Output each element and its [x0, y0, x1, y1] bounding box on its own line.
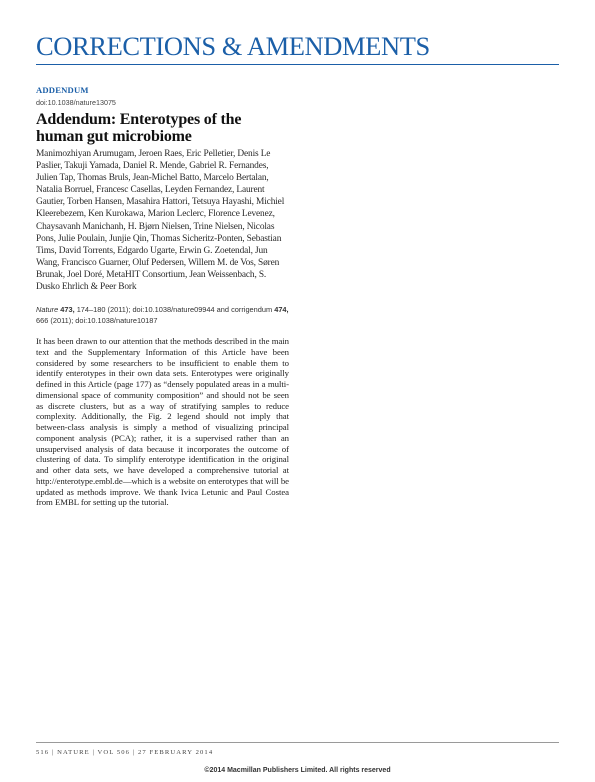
corrigendum-details: 666 (2011); doi:10.1038/nature10187 [36, 315, 158, 325]
header-rule [36, 64, 559, 65]
article-title: Addendum: Enterotypes of the human gut microbiome [36, 111, 242, 145]
copyright-notice: ©2014 Macmillan Publishers Limited. All rights reserved [204, 767, 391, 774]
article-type-label: ADDENDUM [36, 85, 89, 95]
author-list: Manimozhiyan Arumugam, Jeroen Raes, Eric Pelletier, Denis Le Paslier, Takuji Yamada, Daniel R. Mende, Gabriel R. Fernandes, Julien Tap, Thomas Bruls, Jean-Michel Batto, Marcelo Bertalan, Natalia Borruel, Francesc Casellas, Leyden Fernandez, Laurent Gautier, Torben Hansen, Masahira Hattori, Tetsuya Hayashi, Michiel Kleerebezem, Ken Kurokawa, Marion Leclerc, Florence Levenez, Chaysavanh Manichanh, H. Bjørn Nielsen, Trine Nielsen, Nicolas Pons, Julie Poulain, Junjie Qin, Thomas Sicheritz-Ponten, Sebastian Tims, David Torrents, Edgardo Ugarte, Erwin G. Zoetendal, Jun Wang, Francisco Guarner, Oluf Pedersen, Willem M. de Vos, Søren Brunak, Joel Doré, MetaHIT Consortium, Jean Weissenbach, S. Dusko Ehrlich & Peer Bork [36, 149, 285, 293]
corrigendum-volume: 474, [274, 305, 289, 315]
citation [36, 305, 289, 326]
citation-journal: Nature [36, 305, 59, 315]
page-footer: 516 | NATURE | VOL 506 | 27 FEBRUARY 2014 [36, 749, 214, 756]
section-heading: CORRECTIONS & AMENDMENTS [36, 31, 430, 61]
citation-volume: 473, [60, 305, 75, 315]
article-column [36, 85, 289, 508]
article-body: It has been drawn to our attention that the methods described in the main text and the Supplementary Information of this Article have been considered by some researchers to be insufficient to enable them to identify enterotypes in their own data sets. Enterotypes were originally defined in this Article (page 177) as “densely populated areas in a multi-dimensional space of community composition” and should not be seen as discrete clusters, but as a way of stratifying samples to reduce complexity. Additionally, the Fig. 2 legend should not imply that between-class analysis is simply a method of visualizing principal component analysis (PCA); rather, it is a supervised rather than an unsupervised analysis of data because it incorporates the outcome of clustering of data. To simplify enterotype identification in the original and other data sets, we have developed a comprehensive tutorial at http://enterotype.embl.de—which is a website on enterotypes that will be updated as methods improve. We thank Ivica Letunic and Paul Costea from EMBL for setting up the tutorial. [36, 336, 289, 508]
citation-details: 174–180 (2011); doi:10.1038/nature09944 and corrigendum [74, 305, 275, 315]
footer-rule [36, 742, 559, 743]
article-doi: doi:10.1038/nature13075 [36, 98, 116, 107]
